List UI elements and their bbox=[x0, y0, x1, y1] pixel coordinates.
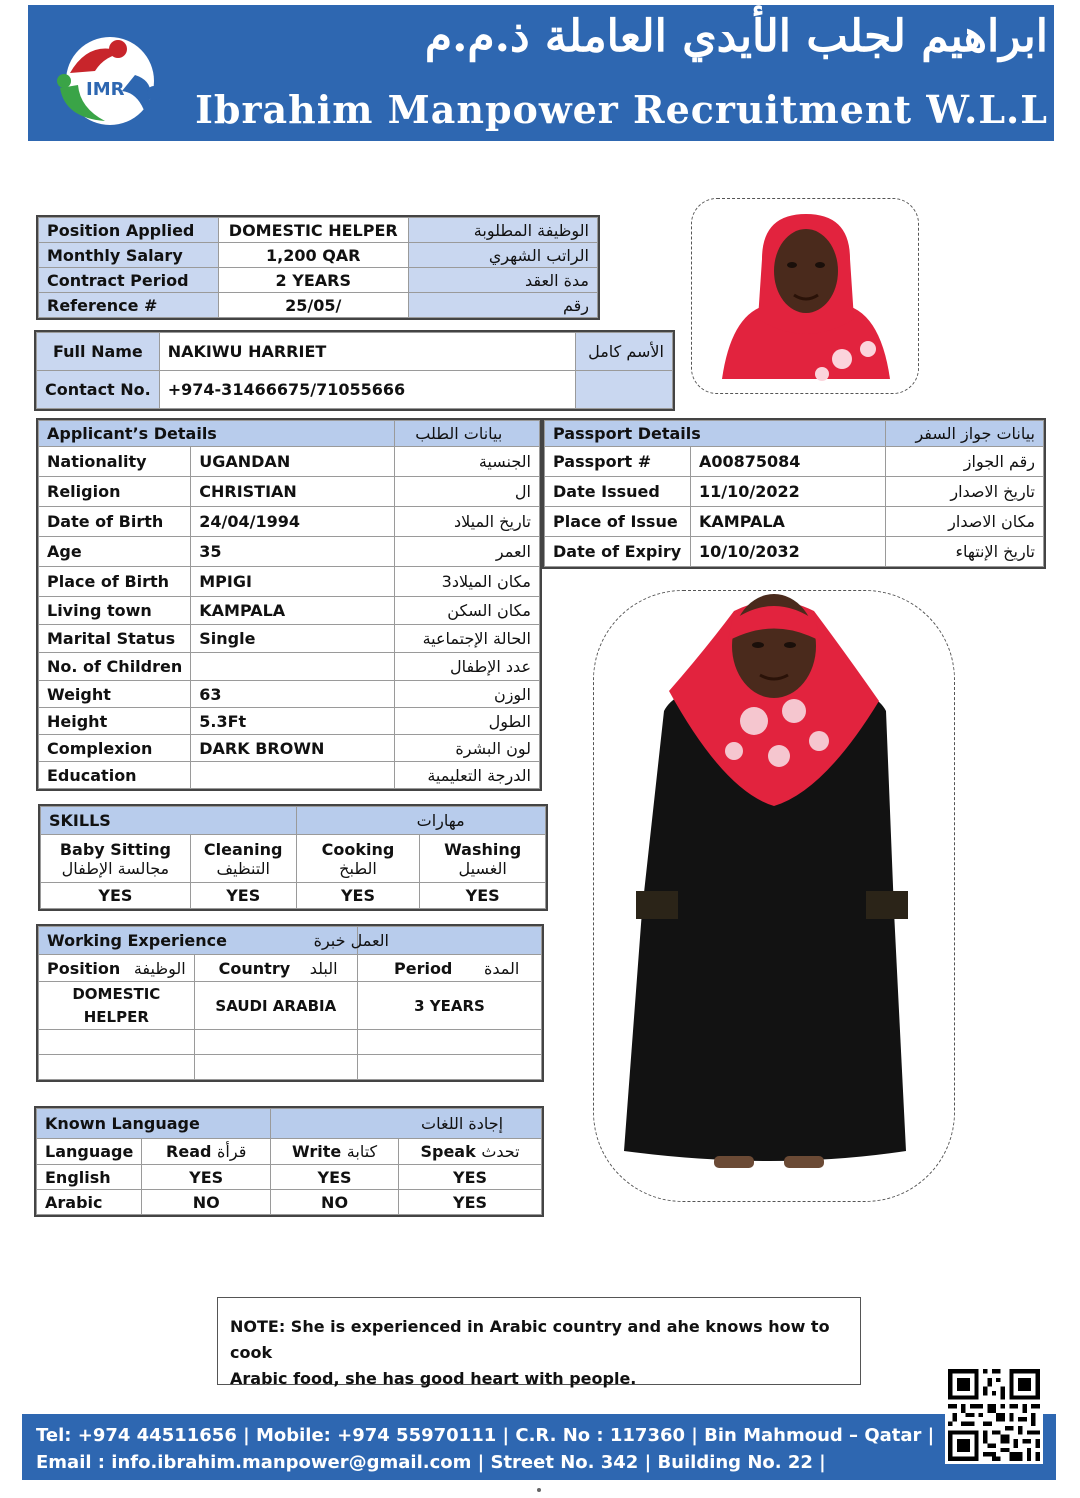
experience-col-country: Country البلد bbox=[194, 955, 357, 982]
language-col-language: Language bbox=[37, 1139, 142, 1165]
applicant-row bbox=[39, 567, 540, 597]
passport-field-label-ar: مكان الاصدار bbox=[886, 507, 1044, 537]
applicant-row bbox=[39, 762, 540, 789]
applicant-field-value: KAMPALA bbox=[191, 597, 395, 625]
applicant-field-label: Weight bbox=[39, 681, 191, 708]
applicant-field-label-ar: مكان الميلاد3 bbox=[395, 567, 540, 597]
skill-name: Cooking الطبخ bbox=[296, 835, 420, 883]
passport-row bbox=[545, 447, 1044, 477]
applicant-field-label-ar: الطول bbox=[395, 708, 540, 735]
applicant-field-value: MPIGI bbox=[191, 567, 395, 597]
language-title-ar: إجادة اللغات bbox=[271, 1109, 542, 1139]
passport-row bbox=[545, 477, 1044, 507]
passport-header-row bbox=[545, 421, 1044, 447]
applicant-row bbox=[39, 653, 540, 681]
skill-name: Cleaning التنظيف bbox=[190, 835, 296, 883]
applicant-field-label-ar: عدد الإطفال bbox=[395, 653, 540, 681]
language-write: YES bbox=[271, 1165, 399, 1190]
language-columns-row bbox=[37, 1139, 542, 1165]
position-label-ar: الوظيفة المطلوبة bbox=[408, 218, 597, 243]
applicant-row bbox=[39, 507, 540, 537]
applicant-row bbox=[39, 447, 540, 477]
language-row bbox=[37, 1165, 542, 1190]
position-row bbox=[39, 218, 598, 243]
applicant-field-value: 63 bbox=[191, 681, 395, 708]
experience-col-position: Position الوظيفة bbox=[39, 955, 195, 982]
applicant-title: Applicant’s Details bbox=[39, 421, 395, 447]
language-name: Arabic bbox=[37, 1190, 142, 1215]
position-label: Position Applied bbox=[39, 218, 219, 243]
language-col-read: Read قرأة bbox=[142, 1139, 271, 1165]
footer-contact-bar bbox=[22, 1414, 1056, 1480]
name-table bbox=[36, 332, 673, 409]
passport-field-value: 10/10/2032 bbox=[690, 537, 885, 567]
skills-title: SKILLS bbox=[41, 807, 297, 835]
skills-table bbox=[40, 806, 546, 909]
note-box bbox=[217, 1297, 861, 1388]
passport-field-label: Date of Expiry bbox=[545, 537, 691, 567]
language-title: Known Language bbox=[37, 1109, 271, 1139]
passport-row bbox=[545, 507, 1044, 537]
applicant-field-label: Religion bbox=[39, 477, 191, 507]
applicant-field-value: CHRISTIAN bbox=[191, 477, 395, 507]
applicant-field-label: Age bbox=[39, 537, 191, 567]
full-name-row bbox=[37, 333, 673, 371]
applicant-details-table bbox=[38, 420, 540, 789]
applicant-field-label: Height bbox=[39, 708, 191, 735]
passport-title: Passport Details bbox=[545, 421, 886, 447]
position-table bbox=[38, 217, 598, 318]
letterhead-banner bbox=[28, 5, 1054, 141]
contact-empty-cell bbox=[576, 371, 673, 409]
experience-position: DOMESTIC HELPER bbox=[39, 982, 195, 1030]
experience-period: 3 YEARS bbox=[357, 982, 541, 1030]
applicant-header-row bbox=[39, 421, 540, 447]
contract-row bbox=[39, 268, 598, 293]
applicant-field-value: 35 bbox=[191, 537, 395, 567]
applicant-field-label-ar: لون البشرة bbox=[395, 735, 540, 762]
passport-field-label-ar: تاريخ الاصدار bbox=[886, 477, 1044, 507]
applicant-field-value: DARK BROWN bbox=[191, 735, 395, 762]
language-col-speak: Speak تحدث bbox=[399, 1139, 542, 1165]
skill-value: YES bbox=[41, 883, 191, 909]
full-name-value: NAKIWU HARRIET bbox=[159, 333, 575, 371]
language-read: NO bbox=[142, 1190, 271, 1215]
salary-row bbox=[39, 243, 598, 268]
applicant-row bbox=[39, 625, 540, 653]
language-read: YES bbox=[142, 1165, 271, 1190]
passport-field-value: A00875084 bbox=[690, 447, 885, 477]
language-header-row bbox=[37, 1109, 542, 1139]
applicant-field-label-ar: الحالة الإجتماعية bbox=[395, 625, 540, 653]
experience-title: Working Experience العمل خبرة bbox=[39, 927, 358, 955]
skills-names-row bbox=[41, 835, 546, 883]
applicant-field-label-ar: مكان السكن bbox=[395, 597, 540, 625]
skill-value: YES bbox=[190, 883, 296, 909]
contact-label: Contact No. bbox=[37, 371, 160, 409]
applicant-field-label: Place of Birth bbox=[39, 567, 191, 597]
applicant-field-label-ar: الوزن bbox=[395, 681, 540, 708]
company-name-english: Ibrahim Manpower Recruitment W.L.L bbox=[195, 87, 1048, 132]
applicant-title-ar: بيانات الطلب bbox=[395, 421, 540, 447]
contact-value: +974-31466675/71055666 bbox=[159, 371, 575, 409]
working-experience-table bbox=[38, 926, 542, 1080]
applicant-field-label-ar: الجنسية bbox=[395, 447, 540, 477]
note-line-1: NOTE: She is experienced in Arabic country and ahe knows how to cook bbox=[230, 1317, 830, 1362]
experience-country: SAUDI ARABIA bbox=[194, 982, 357, 1030]
experience-entry-row bbox=[39, 982, 542, 1030]
footer-email-line: Email : info.ibrahim.manpower@gmail.com | Street No. 342 | Building No. 22 | bbox=[36, 1452, 826, 1473]
language-col-write: Write كتابة bbox=[271, 1139, 399, 1165]
salary-value: 1,200 QAR bbox=[218, 243, 408, 268]
language-write: NO bbox=[271, 1190, 399, 1215]
passport-field-label: Passport # bbox=[545, 447, 691, 477]
passport-field-label-ar: رقم الجواز bbox=[886, 447, 1044, 477]
known-language-table bbox=[36, 1108, 542, 1215]
salary-label: Monthly Salary bbox=[39, 243, 219, 268]
company-logo bbox=[50, 33, 170, 128]
applicant-row bbox=[39, 597, 540, 625]
applicant-field-value: Single bbox=[191, 625, 395, 653]
portrait-photo bbox=[691, 198, 919, 394]
skill-name: Baby Sitting مجالسة الإطفال bbox=[41, 835, 191, 883]
reference-label: Reference # bbox=[39, 293, 219, 318]
language-speak: YES bbox=[399, 1190, 542, 1215]
full-name-label: Full Name bbox=[37, 333, 160, 371]
reference-value: 25/05/ bbox=[218, 293, 408, 318]
applicant-row bbox=[39, 477, 540, 507]
applicant-field-value bbox=[191, 762, 395, 789]
contract-label: Contract Period bbox=[39, 268, 219, 293]
position-value: DOMESTIC HELPER bbox=[218, 218, 408, 243]
passport-row bbox=[545, 537, 1044, 567]
experience-header-row bbox=[39, 927, 542, 955]
experience-empty-row bbox=[39, 1030, 542, 1055]
applicant-row bbox=[39, 681, 540, 708]
svg-text:IMR: IMR bbox=[86, 79, 125, 100]
skills-values-row bbox=[41, 883, 546, 909]
passport-field-label: Place of Issue bbox=[545, 507, 691, 537]
reference-row bbox=[39, 293, 598, 318]
applicant-field-label-ar: تاريخ الميلاد bbox=[395, 507, 540, 537]
passport-field-value: 11/10/2022 bbox=[690, 477, 885, 507]
footer-phone-line: Tel: +974 44511656 | Mobile: +974 55970111 | C.R. No : 117360 | Bin Mahmoud – Qatar | bbox=[36, 1425, 935, 1446]
passport-field-label-ar: تاريخ الإنتهاء bbox=[886, 537, 1044, 567]
experience-columns-row bbox=[39, 955, 542, 982]
applicant-field-label: Nationality bbox=[39, 447, 191, 477]
applicant-row bbox=[39, 537, 540, 567]
language-speak: YES bbox=[399, 1165, 542, 1190]
skill-name: Washing الغسيل bbox=[420, 835, 546, 883]
applicant-row bbox=[39, 708, 540, 735]
applicant-field-value: UGANDAN bbox=[191, 447, 395, 477]
applicant-field-label-ar: العمر bbox=[395, 537, 540, 567]
applicant-field-label: No. of Children bbox=[39, 653, 191, 681]
language-row bbox=[37, 1190, 542, 1215]
contract-label-ar: مدة العقد bbox=[408, 268, 597, 293]
applicant-row bbox=[39, 735, 540, 762]
passport-title-ar: بيانات جواز السفر bbox=[886, 421, 1044, 447]
applicant-field-label: Living town bbox=[39, 597, 191, 625]
footer-dot bbox=[537, 1488, 541, 1492]
applicant-field-label: Complexion bbox=[39, 735, 191, 762]
applicant-field-label-ar: الدرجة التعليمية bbox=[395, 762, 540, 789]
passport-field-label: Date Issued bbox=[545, 477, 691, 507]
salary-label-ar: الراتب الشهري bbox=[408, 243, 597, 268]
passport-details-table bbox=[544, 420, 1044, 567]
skills-title-ar: مهارات bbox=[296, 807, 545, 835]
applicant-field-label: Marital Status bbox=[39, 625, 191, 653]
applicant-field-value bbox=[191, 653, 395, 681]
applicant-field-value: 5.3Ft bbox=[191, 708, 395, 735]
skills-header-row bbox=[41, 807, 546, 835]
applicant-field-label: Date of Birth bbox=[39, 507, 191, 537]
note-line-2: Arabic food, she has good heart with people. bbox=[230, 1369, 637, 1388]
applicant-field-label-ar: ال bbox=[395, 477, 540, 507]
contract-value: 2 YEARS bbox=[218, 268, 408, 293]
language-name: English bbox=[37, 1165, 142, 1190]
reference-label-ar: رقم bbox=[408, 293, 597, 318]
experience-col-period: Period المدة bbox=[357, 955, 541, 982]
full-name-label-ar: الأسم كامل bbox=[576, 333, 673, 371]
company-name-arabic: ابراهيم لجلب الأيدي العاملة ذ.م.م bbox=[424, 11, 1048, 62]
skill-value: YES bbox=[420, 883, 546, 909]
contact-row bbox=[37, 371, 673, 409]
applicant-field-label: Education bbox=[39, 762, 191, 789]
passport-field-value: KAMPALA bbox=[690, 507, 885, 537]
skill-value: YES bbox=[296, 883, 420, 909]
applicant-field-value: 24/04/1994 bbox=[191, 507, 395, 537]
experience-empty-row bbox=[39, 1055, 542, 1080]
full-body-photo bbox=[593, 590, 955, 1202]
qr-code-icon bbox=[945, 1366, 1043, 1464]
